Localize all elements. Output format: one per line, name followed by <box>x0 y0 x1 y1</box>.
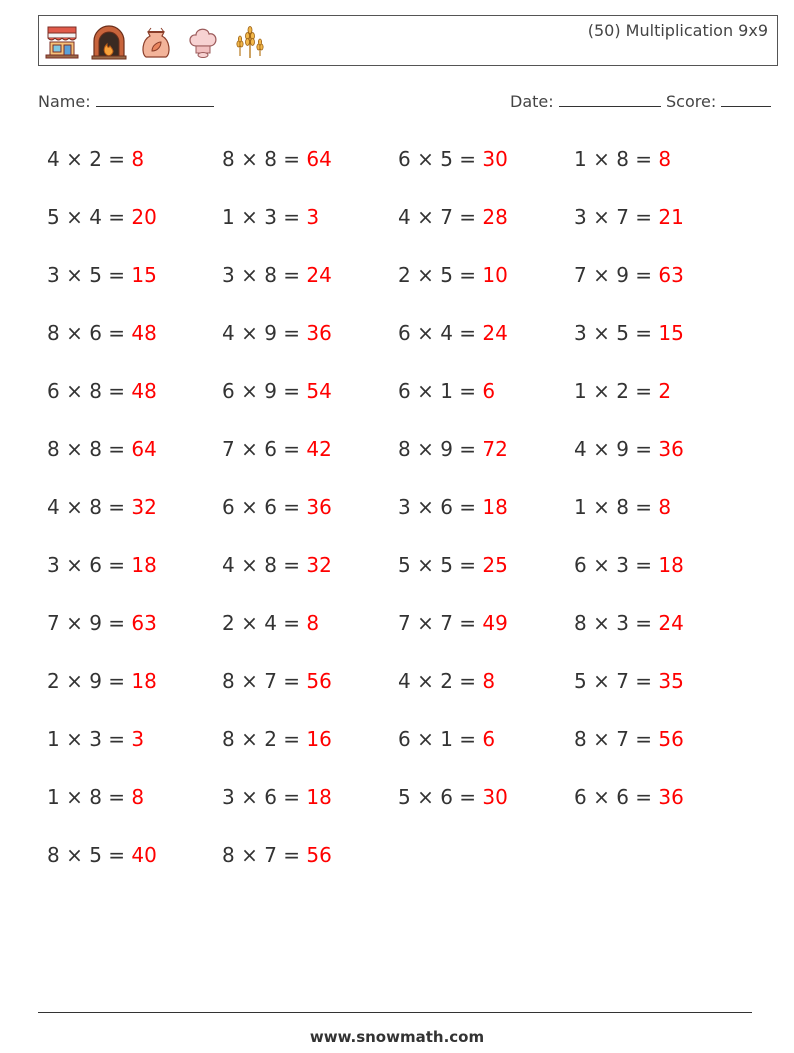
problem-question: 7 × 7 = <box>398 611 483 635</box>
problem-answer: 35 <box>658 669 684 693</box>
problem-answer: 49 <box>482 611 508 635</box>
footer-site: www.snowmath.com <box>309 1028 485 1046</box>
problem-answer: 3 <box>131 727 145 751</box>
problem-item <box>574 147 671 171</box>
problem-question: 4 × 7 = <box>398 205 483 229</box>
problem-item <box>47 263 157 287</box>
problem-question: 8 × 8 = <box>47 437 132 461</box>
problem-answer: 18 <box>658 553 684 577</box>
problem-answer: 64 <box>306 147 332 171</box>
problem-answer: 10 <box>482 263 508 287</box>
problem-question: 8 × 3 = <box>574 611 659 635</box>
problem-question: 4 × 8 = <box>47 495 132 519</box>
problem-item <box>222 379 332 403</box>
problem-question: 6 × 9 = <box>222 379 307 403</box>
problem-question: 8 × 9 = <box>398 437 483 461</box>
problem-question: 4 × 9 = <box>222 321 307 345</box>
problem-item <box>398 379 495 403</box>
problem-question: 5 × 6 = <box>398 785 483 809</box>
problem-answer: 30 <box>482 147 508 171</box>
problem-question: 1 × 2 = <box>574 379 659 403</box>
problem-item <box>398 495 508 519</box>
worksheet-title: (50) Multiplication 9x9 <box>587 21 768 40</box>
problem-item <box>574 263 684 287</box>
problem-answer: 32 <box>131 495 157 519</box>
problem-question: 1 × 8 = <box>574 147 659 171</box>
date-line[interactable] <box>559 92 661 107</box>
problem-answer: 24 <box>306 263 332 287</box>
footer-divider <box>38 1012 752 1013</box>
problem-question: 7 × 6 = <box>222 437 307 461</box>
problem-item <box>222 437 332 461</box>
problem-question: 3 × 7 = <box>574 205 659 229</box>
problem-item <box>398 669 495 693</box>
problem-question: 3 × 6 = <box>47 553 132 577</box>
problem-question: 6 × 6 = <box>574 785 659 809</box>
problem-question: 6 × 6 = <box>222 495 307 519</box>
problem-item <box>398 321 508 345</box>
problem-item <box>222 553 332 577</box>
problem-item <box>47 147 144 171</box>
problem-answer: 18 <box>306 785 332 809</box>
problem-answer: 16 <box>306 727 332 751</box>
problem-item <box>574 727 684 751</box>
problem-question: 7 × 9 = <box>574 263 659 287</box>
problem-answer: 15 <box>131 263 157 287</box>
problem-question: 6 × 3 = <box>574 553 659 577</box>
problem-item <box>398 611 508 635</box>
problem-item <box>574 669 684 693</box>
problem-question: 2 × 4 = <box>222 611 307 635</box>
problem-item <box>574 379 671 403</box>
problem-question: 5 × 4 = <box>47 205 132 229</box>
problem-answer: 18 <box>131 669 157 693</box>
problem-question: 6 × 8 = <box>47 379 132 403</box>
problem-item <box>398 437 508 461</box>
problem-question: 1 × 3 = <box>222 205 307 229</box>
problem-question: 3 × 6 = <box>222 785 307 809</box>
problem-answer: 56 <box>658 727 684 751</box>
problem-question: 6 × 1 = <box>398 379 483 403</box>
problem-question: 6 × 1 = <box>398 727 483 751</box>
problem-question: 2 × 9 = <box>47 669 132 693</box>
problem-item <box>398 205 508 229</box>
problem-item <box>398 785 508 809</box>
problem-item <box>574 321 684 345</box>
problem-item <box>222 147 332 171</box>
problem-answer: 21 <box>658 205 684 229</box>
score-line[interactable] <box>721 92 771 107</box>
problem-item <box>574 495 671 519</box>
problem-answer: 8 <box>658 495 672 519</box>
problem-item <box>222 321 332 345</box>
problem-item <box>47 321 157 345</box>
problem-item <box>398 263 508 287</box>
problem-item <box>574 205 684 229</box>
problem-question: 6 × 4 = <box>398 321 483 345</box>
oven-icon <box>90 24 128 60</box>
score-field[interactable] <box>666 92 771 111</box>
problem-question: 4 × 2 = <box>398 669 483 693</box>
name-label: Name: <box>38 92 91 111</box>
problem-item <box>47 785 144 809</box>
chef-hat-icon <box>184 24 222 60</box>
problem-item <box>222 205 319 229</box>
name-line[interactable] <box>96 92 214 107</box>
problem-answer: 30 <box>482 785 508 809</box>
problem-question: 7 × 9 = <box>47 611 132 635</box>
problem-item <box>222 263 332 287</box>
problem-item <box>47 727 144 751</box>
problem-answer: 36 <box>658 437 684 461</box>
problem-answer: 54 <box>306 379 332 403</box>
problem-answer: 32 <box>306 553 332 577</box>
problem-answer: 56 <box>306 843 332 867</box>
problem-answer: 25 <box>482 553 508 577</box>
problem-item <box>222 843 332 867</box>
problem-question: 8 × 7 = <box>222 843 307 867</box>
problem-item <box>574 611 684 635</box>
problem-item <box>574 553 684 577</box>
problem-item <box>574 437 684 461</box>
problem-question: 8 × 8 = <box>222 147 307 171</box>
problem-answer: 24 <box>658 611 684 635</box>
problem-question: 1 × 8 = <box>47 785 132 809</box>
header-box <box>38 15 778 66</box>
header-icons <box>43 24 269 60</box>
problem-item <box>47 379 157 403</box>
problem-answer: 8 <box>482 669 496 693</box>
problem-question: 8 × 7 = <box>222 669 307 693</box>
problem-answer: 6 <box>482 379 496 403</box>
problem-item <box>398 147 508 171</box>
problem-answer: 6 <box>482 727 496 751</box>
problem-answer: 3 <box>306 205 320 229</box>
problem-answer: 18 <box>131 553 157 577</box>
problem-answer: 36 <box>306 495 332 519</box>
problem-question: 1 × 8 = <box>574 495 659 519</box>
problem-item <box>222 611 319 635</box>
problem-answer: 18 <box>482 495 508 519</box>
flour-sack-icon <box>137 24 175 60</box>
problem-question: 1 × 3 = <box>47 727 132 751</box>
problem-item <box>47 669 157 693</box>
problem-answer: 20 <box>131 205 157 229</box>
problem-answer: 8 <box>306 611 320 635</box>
problem-item <box>47 553 157 577</box>
problem-item <box>398 727 495 751</box>
problem-item <box>47 495 157 519</box>
problem-answer: 28 <box>482 205 508 229</box>
problem-answer: 72 <box>482 437 508 461</box>
problem-answer: 8 <box>131 147 145 171</box>
score-label: Score: <box>666 92 717 111</box>
problem-answer: 63 <box>131 611 157 635</box>
problem-answer: 2 <box>658 379 672 403</box>
problem-item <box>222 669 332 693</box>
problem-question: 8 × 2 = <box>222 727 307 751</box>
problem-item <box>398 553 508 577</box>
problem-question: 8 × 5 = <box>47 843 132 867</box>
wheat-icon <box>231 24 269 60</box>
problem-answer: 64 <box>131 437 157 461</box>
problem-item <box>47 611 157 635</box>
problem-answer: 48 <box>131 379 157 403</box>
problem-item <box>222 727 332 751</box>
problem-answer: 15 <box>658 321 684 345</box>
problem-question: 2 × 5 = <box>398 263 483 287</box>
problem-answer: 56 <box>306 669 332 693</box>
problem-answer: 8 <box>131 785 145 809</box>
problem-item <box>574 785 684 809</box>
problem-item <box>47 843 157 867</box>
problem-answer: 48 <box>131 321 157 345</box>
problem-item <box>222 495 332 519</box>
problem-answer: 42 <box>306 437 332 461</box>
problem-item <box>47 437 157 461</box>
problem-answer: 36 <box>306 321 332 345</box>
date-field[interactable] <box>510 92 661 111</box>
date-label: Date: <box>510 92 554 111</box>
problem-question: 3 × 5 = <box>47 263 132 287</box>
problem-question: 3 × 8 = <box>222 263 307 287</box>
problem-answer: 36 <box>658 785 684 809</box>
problem-question: 4 × 9 = <box>574 437 659 461</box>
problem-answer: 24 <box>482 321 508 345</box>
name-field[interactable] <box>38 92 214 111</box>
problem-item <box>222 785 332 809</box>
problem-question: 8 × 7 = <box>574 727 659 751</box>
problem-question: 8 × 6 = <box>47 321 132 345</box>
problem-question: 6 × 5 = <box>398 147 483 171</box>
problem-question: 3 × 6 = <box>398 495 483 519</box>
bakery-shop-icon <box>43 24 81 60</box>
problem-question: 4 × 8 = <box>222 553 307 577</box>
problem-item <box>47 205 157 229</box>
problem-answer: 8 <box>658 147 672 171</box>
problem-answer: 63 <box>658 263 684 287</box>
problem-question: 5 × 7 = <box>574 669 659 693</box>
problem-answer: 40 <box>131 843 157 867</box>
problem-question: 4 × 2 = <box>47 147 132 171</box>
problem-question: 5 × 5 = <box>398 553 483 577</box>
problem-question: 3 × 5 = <box>574 321 659 345</box>
